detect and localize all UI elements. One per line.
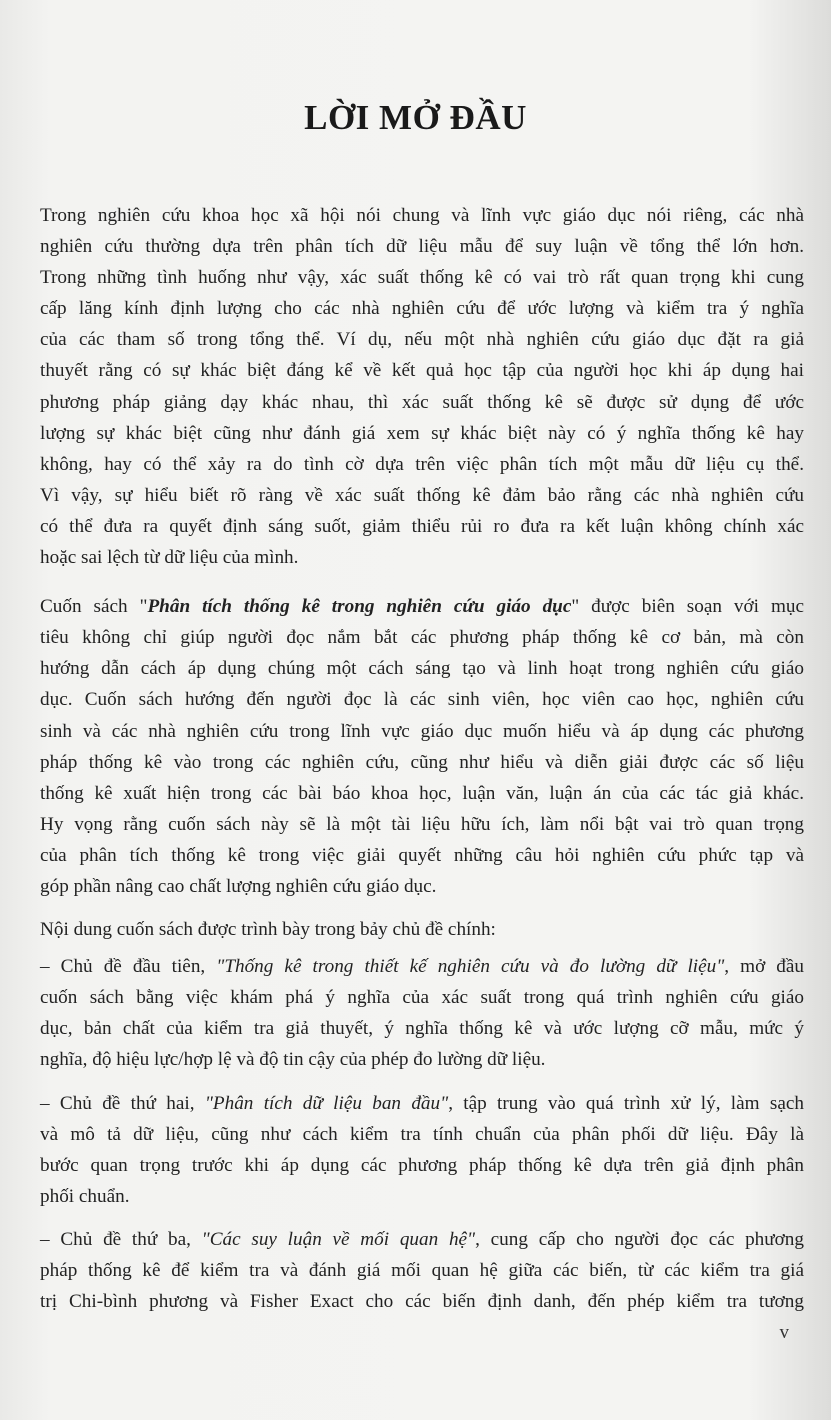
text-line: có thể đưa ra quyết định sáng suốt, giảm thiểu rủi ro đưa ra kết luận không chính xác xyxy=(40,515,804,537)
text-line: thuyết rằng có sự khác biệt đáng kể về kết quả học tập của người học khi áp dụng hai xyxy=(40,360,804,382)
text-line: của phân tích thống kê trong việc giải quyết những câu hỏi nghiên cứu phức tạp và xyxy=(40,844,804,866)
text-line: Vì vậy, sự hiểu biết rõ ràng về xác suất thống kê đảm bảo rằng các nhà nghiên cứu xyxy=(40,484,804,506)
text-line xyxy=(40,1224,804,1255)
topic-title: "Các suy luận về mối quan hệ" xyxy=(201,1228,476,1250)
paragraph-3 xyxy=(40,914,804,945)
text-segment: " được biên soạn với mục xyxy=(571,596,804,618)
topic-1 xyxy=(40,951,804,1075)
text-segment: – Chủ đề thứ ba, xyxy=(40,1228,202,1250)
topic-3 xyxy=(40,1224,804,1317)
text-line: dục, bản chất của kiểm tra giả thuyết, ý nghĩa thống kê và ước lượng cỡ mẫu, mức ý xyxy=(40,1018,804,1040)
text-segment: – Chủ đề đầu tiên, xyxy=(40,956,217,978)
text-line: của các tham số trong tổng thể. Ví dụ, nếu một nhà nghiên cứu giáo dục đặt ra giả xyxy=(40,329,804,351)
text-segment: Cuốn sách " xyxy=(40,596,148,618)
preface-body xyxy=(40,200,804,1317)
text-segment: , cung cấp cho người đọc các phương xyxy=(475,1228,804,1250)
text-line: nghiên cứu thường dựa trên phân tích dữ liệu mẫu để suy luận về tổng thể lớn hơn. xyxy=(40,236,804,258)
text-segment: – Chủ đề thứ hai, xyxy=(40,1092,205,1114)
page-title: LỜI MỞ ĐẦU xyxy=(304,98,527,137)
text-line: hoặc sai lệch từ dữ liệu của mình. xyxy=(40,547,299,569)
text-line: cấp lăng kính định lượng cho các nhà nghiên cứu để ước lượng và kiểm tra ý nghĩa xyxy=(40,298,804,320)
page-number: v xyxy=(779,1322,789,1343)
text-line: sinh và các nhà nghiên cứu trong lĩnh vực giáo dục muốn hiểu và áp dụng các phương xyxy=(40,720,804,742)
text-line: phương pháp giảng dạy khác nhau, thì xác suất thống kê sẽ được sử dụng để ước xyxy=(40,391,804,413)
topic-2 xyxy=(40,1088,804,1212)
topic-title: "Thống kê trong thiết kế nghiên cứu và đo lường dữ liệu" xyxy=(216,956,725,978)
text-line: không, hay có thể xảy ra do tình cờ dựa trên việc phân tích một mẫu dữ liệu cụ thể. xyxy=(40,453,804,475)
text-line: cuốn sách bằng việc khám phá ý nghĩa của xác suất trong quá trình nghiên cứu giáo xyxy=(40,987,804,1009)
text-line: và mô tả dữ liệu, cũng như cách kiểm tra tính chuẩn của phân phối dữ liệu. Đây là xyxy=(40,1123,804,1145)
text-line: Trong những tình huống như vậy, xác suất thống kê có vai trò rất quan trọng khi cung xyxy=(40,267,804,289)
text-line: lượng sự khác biệt cũng như đánh giá xem sự khác biệt này có ý nghĩa thống kê hay xyxy=(40,422,804,444)
text-line: Nội dung cuốn sách được trình bày trong bảy chủ đề chính: xyxy=(40,919,496,941)
text-line: nghĩa, độ hiệu lực/hợp lệ và độ tin cậy của phép đo lường dữ liệu. xyxy=(40,1049,546,1071)
text-segment: , tập trung vào quá trình xử lý, làm sạch xyxy=(448,1092,804,1114)
text-line: dục. Cuốn sách hướng đến người đọc là các sinh viên, học viên cao học, nghiên cứu xyxy=(40,689,804,711)
text-line: Trong nghiên cứu khoa học xã hội nói chung và lĩnh vực giáo dục nói riêng, các nhà xyxy=(40,205,804,226)
text-line: pháp thống kê để kiểm tra và đánh giá mối quan hệ giữa các biến, từ các kiểm tra giá xyxy=(40,1260,804,1281)
text-line: hướng dẫn cách áp dụng chúng một cách sáng tạo và linh hoạt trong nghiên cứu giáo xyxy=(40,658,804,680)
text-line: thống kê xuất hiện trong các bài báo khoa học, luận văn, luận án của các tác giả khác. xyxy=(40,782,804,804)
text-line: tiêu không chỉ giúp người đọc nắm bắt các phương pháp thống kê cơ bản, mà còn xyxy=(40,627,804,649)
text-line xyxy=(40,591,804,622)
topic-title: "Phân tích dữ liệu ban đầu" xyxy=(204,1092,449,1114)
text-line: bước quan trọng trước khi áp dụng các phương pháp thống kê dựa trên giả định phân xyxy=(40,1154,804,1176)
text-line: pháp thống kê vào trong các nghiên cứu, cũng như hiểu và diễn giải được các số liệu xyxy=(40,751,804,773)
text-line: Hy vọng rằng cuốn sách này sẽ là một tài liệu hữu ích, làm nổi bật vai trò quan trọng xyxy=(40,813,804,835)
paragraph-1 xyxy=(40,200,804,573)
text-line: phối chuẩn. xyxy=(40,1185,130,1207)
text-line xyxy=(40,951,804,982)
text-line xyxy=(40,1088,804,1119)
text-line: góp phần nâng cao chất lượng nghiên cứu giáo dục. xyxy=(40,875,437,897)
text-line: trị Chi-bình phương và Fisher Exact cho các biến định danh, đến phép kiểm tra tương xyxy=(40,1291,804,1313)
paragraph-2 xyxy=(40,591,804,902)
book-title: Phân tích thống kê trong nghiên cứu giáo dục xyxy=(147,596,572,618)
text-segment: , mở đầu xyxy=(724,956,804,978)
